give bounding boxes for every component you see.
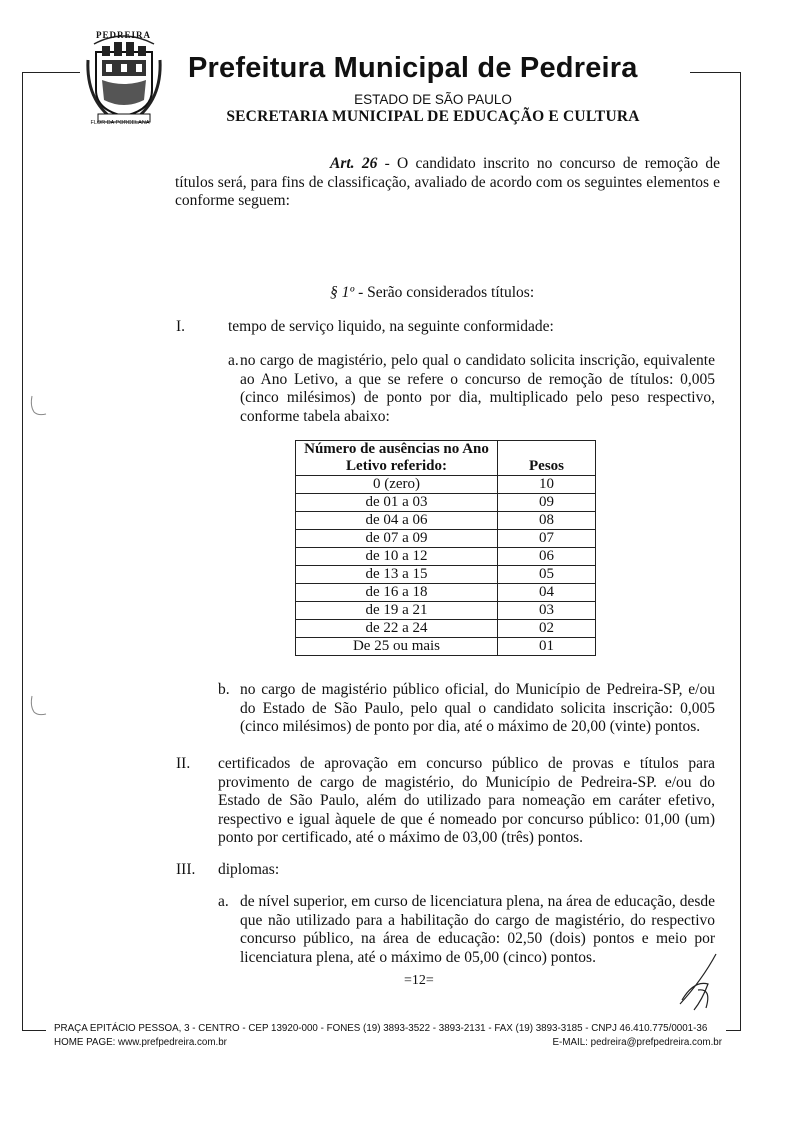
item-II-numeral: II.	[176, 755, 191, 772]
signature-icon	[672, 950, 722, 1020]
table-cell-range: de 13 a 15	[296, 566, 498, 584]
absence-weights-table	[295, 440, 596, 656]
header-rule-right	[690, 72, 740, 73]
item-III-numeral: III.	[176, 861, 196, 878]
table-cell-peso: 01	[498, 638, 596, 656]
frame-right-line	[740, 72, 741, 1030]
table-cell-range: de 16 a 18	[296, 584, 498, 602]
table-row	[296, 548, 596, 566]
page-number: =12=	[404, 973, 434, 988]
article-label: Art. 26	[330, 155, 378, 172]
secretaria-name: SECRETARIA MUNICIPAL DE EDUCAÇÃO E CULTURA	[226, 108, 640, 125]
article-text: - O candidato inscrito no concurso de remoção de títulos será, para fins de classificação, avaliado de acordo com os seguintes elementos e conforme seguem:	[175, 155, 721, 209]
table-cell-range: de 19 a 21	[296, 602, 498, 620]
paragraph-text: - Serão considerados títulos:	[354, 284, 535, 301]
crest-top-text: PEDREIRA	[96, 30, 152, 40]
table-header-row	[296, 441, 596, 476]
state-name: ESTADO DE SÃO PAULO	[354, 92, 512, 107]
crest-bottom-text: FLOR DA PORCELANA	[90, 120, 150, 126]
item-III-a-text: de nível superior, em curso de licenciatura plena, na área de educação, desde que não utilizado para a habilitação do cargo de magistério, do respectivo concurso público, na área de educação: 02,50 (dois) pontos e meio por licenciatura plena, até o máximo de 05,00 (cinco) pontos.	[240, 893, 715, 966]
table-row	[296, 566, 596, 584]
page-title: Prefeitura Municipal de Pedreira	[188, 52, 638, 84]
table-row	[296, 530, 596, 548]
table-cell-range: de 10 a 12	[296, 548, 498, 566]
article-26	[175, 155, 720, 211]
item-I-text: tempo de serviço liquido, na seguinte conformidade:	[228, 318, 554, 335]
header-rule-left	[22, 72, 80, 73]
table-cell-peso: 04	[498, 584, 596, 602]
punch-hole-mark-icon	[28, 392, 48, 422]
table-cell-peso: 08	[498, 512, 596, 530]
table-cell-range: de 01 a 03	[296, 494, 498, 512]
footer-homepage: HOME PAGE: www.prefpedreira.com.br	[54, 1037, 227, 1048]
item-I-numeral: I.	[176, 318, 186, 335]
table-row	[296, 584, 596, 602]
punch-hole-mark-icon	[28, 692, 48, 722]
item-I-a-text: no cargo de magistério, pelo qual o candidato solicita inscrição, equivalente ao Ano Letivo, a que se refere o concurso de remoção de títulos: 0,005 (cinco milésimos) de ponto por dia, multiplicado pelo peso respectivo, conforme tabela abaixo:	[240, 352, 715, 425]
paragraph-1	[330, 284, 730, 303]
table-cell-range: 0 (zero)	[296, 476, 498, 494]
table-row	[296, 494, 596, 512]
item-III-text: diplomas:	[218, 861, 280, 878]
table-row	[296, 512, 596, 530]
table-cell-peso: 06	[498, 548, 596, 566]
table-cell-range: de 04 a 06	[296, 512, 498, 530]
item-I-b-text: no cargo de magistério público oficial, do Município de Pedreira-SP, e/ou do Estado de São Paulo, pelo qual o candidato solicita inscrição: 0,005 (cinco milésimos) de ponto por dia, até o máximo de 20,00 (vinte) pontos.	[240, 681, 715, 735]
table-cell-peso: 05	[498, 566, 596, 584]
footer-address: PRAÇA EPITÁCIO PESSOA, 3 - CENTRO - CEP 13920-000 - FONES (19) 3893-3522 - 3893-2131 - FAX (19) 3893-3185 - CNPJ 46.410.775/0001-36	[54, 1023, 708, 1034]
table-row	[296, 638, 596, 656]
table-col-header-pesos: Pesos	[498, 441, 596, 476]
table-cell-range: de 07 a 09	[296, 530, 498, 548]
table-cell-peso: 07	[498, 530, 596, 548]
table-cell-peso: 02	[498, 620, 596, 638]
table-cell-range: de 22 a 24	[296, 620, 498, 638]
frame-left-line	[22, 72, 23, 1030]
table-cell-peso: 09	[498, 494, 596, 512]
table-cell-range: De 25 ou mais	[296, 638, 498, 656]
table-row	[296, 476, 596, 494]
table-cell-peso: 10	[498, 476, 596, 494]
paragraph-label: § 1º	[330, 284, 355, 301]
table-row	[296, 602, 596, 620]
footer-email: E-MAIL: pedreira@prefpedreira.com.br	[552, 1037, 722, 1048]
footer-rule-left	[22, 1030, 46, 1031]
item-II-text: certificados de aprovação em concurso público de provas e títulos para provimento de cargo de magistério, do Município de Pedreira-SP. e/ou do Estado de São Paulo, além do utilizado para nomeação em caráter efetivo, respectivo e igual àquele de que é nomeado por concurso público: 01,00 (um) ponto por certificado, até o máximo de 03,00 (três) pontos.	[218, 755, 715, 846]
table-col-header-absences: Número de ausências no Ano Letivo referido:	[296, 441, 498, 476]
item-I-b-letter: b.	[218, 681, 230, 698]
item-III-a-letter: a.	[218, 893, 229, 910]
table-row	[296, 620, 596, 638]
table-cell-peso: 03	[498, 602, 596, 620]
footer-rule-right	[726, 1030, 741, 1031]
item-I-a-letter: a.	[228, 352, 239, 369]
